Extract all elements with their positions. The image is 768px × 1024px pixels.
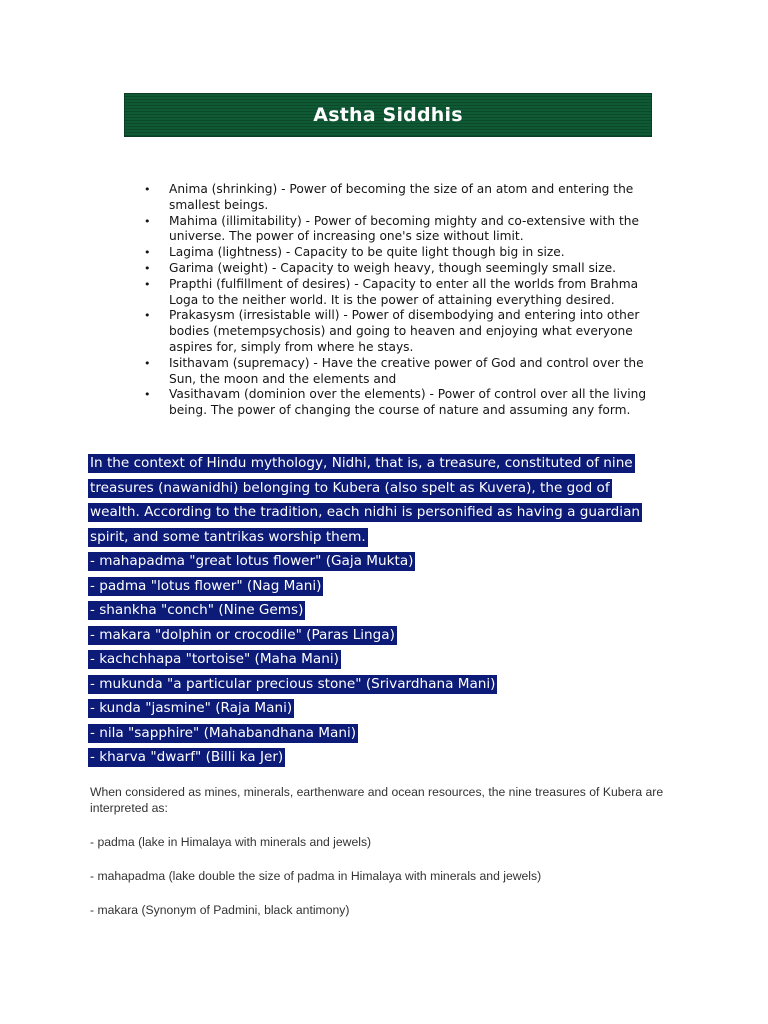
nidhi-item: [88, 745, 668, 770]
treasure-paragraph: - makara (Synonym of Padmini, black antimony): [90, 903, 350, 917]
nidhi-intro-line: [88, 451, 668, 476]
list-item-text: Garima (weight) - Capacity to weigh heavy, though seemingly small size.: [169, 260, 616, 275]
list-item-text: Prakasysm (irresistable will) - Power of disembodying and entering into other bodies (metempsychosis) and going to heaven and enjoying what everyone aspires for, simply from where he stays.: [169, 308, 640, 354]
list-item: [144, 214, 664, 246]
bullet-icon: •: [144, 183, 151, 196]
list-item: [144, 277, 664, 309]
bullet-icon: •: [144, 309, 151, 323]
bullet-icon: •: [144, 214, 151, 228]
list-item: [144, 245, 664, 261]
nidhi-item: [88, 623, 668, 648]
interpretation-intro: When considered as mines, minerals, earthenware and ocean resources, the nine treasures of Kubera are interpreted as:: [90, 785, 664, 815]
highlighted-text: spirit, and some tantrikas worship them.: [90, 528, 366, 545]
list-item: [144, 387, 664, 419]
bullet-icon: •: [144, 246, 151, 260]
list-item: [144, 356, 664, 388]
highlighted-text: - kachchhapa "tortoise" (Maha Mani): [90, 651, 339, 667]
bullet-icon: •: [144, 356, 151, 370]
list-item-text: Anima (shrinking) - Power of becoming the size of an atom and entering the smallest beings.: [169, 182, 634, 212]
nidhi-item: [88, 574, 668, 599]
list-item: [144, 308, 664, 355]
list-item-text: Lagima (lightness) - Capacity to be quite light though big in size.: [169, 245, 565, 260]
nidhi-item: [88, 696, 668, 721]
highlighted-text: - kharva "dwarf" (Billi ka Jer): [90, 749, 284, 765]
list-item-text: Vasithavam (dominion over the elements) - Power of control over all the living being. The power of changing the course of nature and assuming any form.: [169, 387, 647, 418]
bullet-icon: •: [144, 388, 151, 402]
highlighted-text: In the context of Hindu mythology, Nidhi, that is, a treasure, constituted of nine: [90, 455, 633, 471]
list-item: [144, 182, 664, 214]
highlighted-text: treasures (nawanidhi) belonging to Kubera (also spelt as Kuvera), the god of: [90, 479, 610, 496]
highlighted-text: - padma "lotus flower" (Nag Mani): [90, 577, 322, 594]
list-item: [144, 261, 664, 277]
nidhi-item: [88, 549, 668, 574]
highlighted-text: - makara "dolphin or crocodile" (Paras Linga): [90, 626, 395, 643]
list-item-text: Prapthi (fulfillment of desires) - Capacity to enter all the worlds from Brahma Loga to the neither world. It is the power of attaining everything desired.: [169, 276, 639, 307]
nidhi-item: [88, 672, 668, 697]
bullet-icon: •: [144, 261, 151, 275]
highlighted-text: - nila "sapphire" (Mahabandhana Mani): [90, 724, 357, 741]
nidhi-intro-line: [88, 500, 668, 525]
highlighted-text: wealth. According to the tradition, each nidhi is personified as having a guardian: [90, 504, 641, 520]
list-item-text: Isithavam (supremacy) - Have the creative power of God and control over the Sun, the moon and the elements and: [169, 355, 644, 386]
nidhi-intro-line: [88, 476, 668, 501]
title-banner: [124, 93, 652, 137]
page-title: Astha Siddhis: [313, 104, 463, 126]
nidhi-item: [88, 598, 668, 623]
nidhi-highlighted-section: [88, 451, 668, 770]
highlighted-text: - kunda "jasmine" (Raja Mani): [90, 700, 293, 716]
list-item-text: Mahima (illimitability) - Power of becoming mighty and co-extensive with the universe. The power of increasing one's size without limit.: [169, 213, 639, 244]
nidhi-item: [88, 647, 668, 672]
treasure-paragraph: - padma (lake in Himalaya with minerals and jewels): [90, 835, 372, 849]
highlighted-text: - mukunda "a particular precious stone" (Srivardhana Mani): [90, 675, 496, 692]
highlighted-text: - mahapadma "great lotus flower" (Gaja Mukta): [90, 553, 414, 569]
highlighted-text: - shankha "conch" (Nine Gems): [90, 602, 304, 618]
nidhi-intro-line: [88, 525, 668, 550]
nidhi-item: [88, 721, 668, 746]
siddhi-list: [144, 182, 664, 419]
bullet-icon: •: [144, 277, 151, 291]
treasure-paragraph: - mahapadma (lake double the size of padma in Himalaya with minerals and jewels): [90, 869, 542, 883]
interpretation-section: [90, 784, 690, 936]
